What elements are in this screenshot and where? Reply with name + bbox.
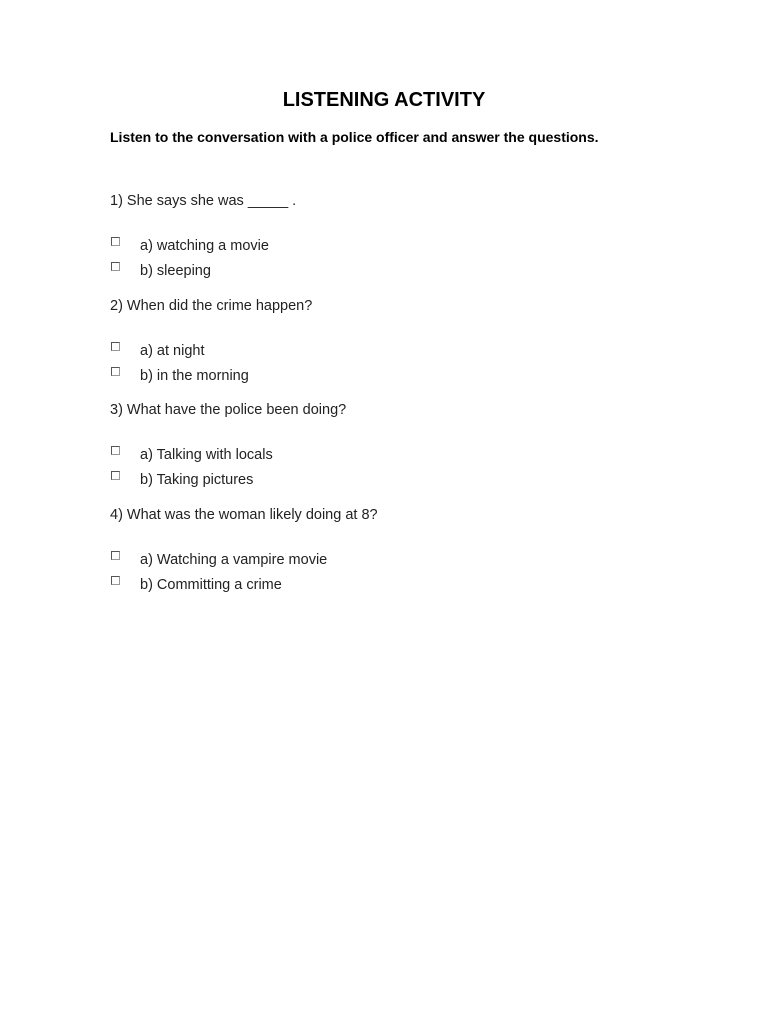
question-text: 1) She says she was _____ . bbox=[110, 193, 297, 209]
checkbox-icon[interactable] bbox=[111, 551, 120, 560]
checkbox-icon[interactable] bbox=[111, 576, 120, 585]
checkbox-icon[interactable] bbox=[111, 237, 120, 246]
option-2a[interactable] bbox=[110, 342, 510, 364]
option-label: a) Talking with locals bbox=[140, 447, 273, 463]
question-3 bbox=[110, 402, 710, 507]
question-4 bbox=[110, 507, 710, 612]
option-3a[interactable] bbox=[110, 446, 510, 468]
question-2 bbox=[110, 298, 710, 403]
instructions-text: Listen to the conversation with a police officer and answer the questions. bbox=[110, 129, 599, 145]
question-text: 4) What was the woman likely doing at 8? bbox=[110, 506, 378, 523]
option-label: a) Watching a vampire movie bbox=[140, 551, 328, 568]
option-label: b) sleeping bbox=[140, 263, 211, 279]
question-1 bbox=[110, 193, 710, 298]
option-3b[interactable] bbox=[110, 471, 510, 493]
checkbox-icon[interactable] bbox=[111, 342, 120, 351]
question-text: 3) What have the police been doing? bbox=[110, 402, 347, 418]
option-label: b) Committing a crime bbox=[140, 576, 282, 593]
checkbox-icon[interactable] bbox=[111, 446, 120, 455]
option-4b[interactable] bbox=[110, 576, 510, 598]
option-1b[interactable] bbox=[110, 262, 510, 284]
option-label: b) in the morning bbox=[140, 367, 249, 384]
option-label: a) at night bbox=[140, 342, 205, 359]
option-label: a) watching a movie bbox=[140, 238, 269, 254]
checkbox-icon[interactable] bbox=[111, 262, 120, 271]
question-text: 2) When did the crime happen? bbox=[110, 297, 313, 314]
question-list bbox=[110, 193, 710, 611]
option-label: b) Taking pictures bbox=[140, 472, 254, 488]
option-4a[interactable] bbox=[110, 551, 510, 573]
option-1a[interactable] bbox=[110, 237, 510, 259]
checkbox-icon[interactable] bbox=[111, 367, 120, 376]
page-title: LISTENING ACTIVITY bbox=[282, 89, 486, 111]
checkbox-icon[interactable] bbox=[111, 471, 120, 480]
option-2b[interactable] bbox=[110, 367, 510, 389]
